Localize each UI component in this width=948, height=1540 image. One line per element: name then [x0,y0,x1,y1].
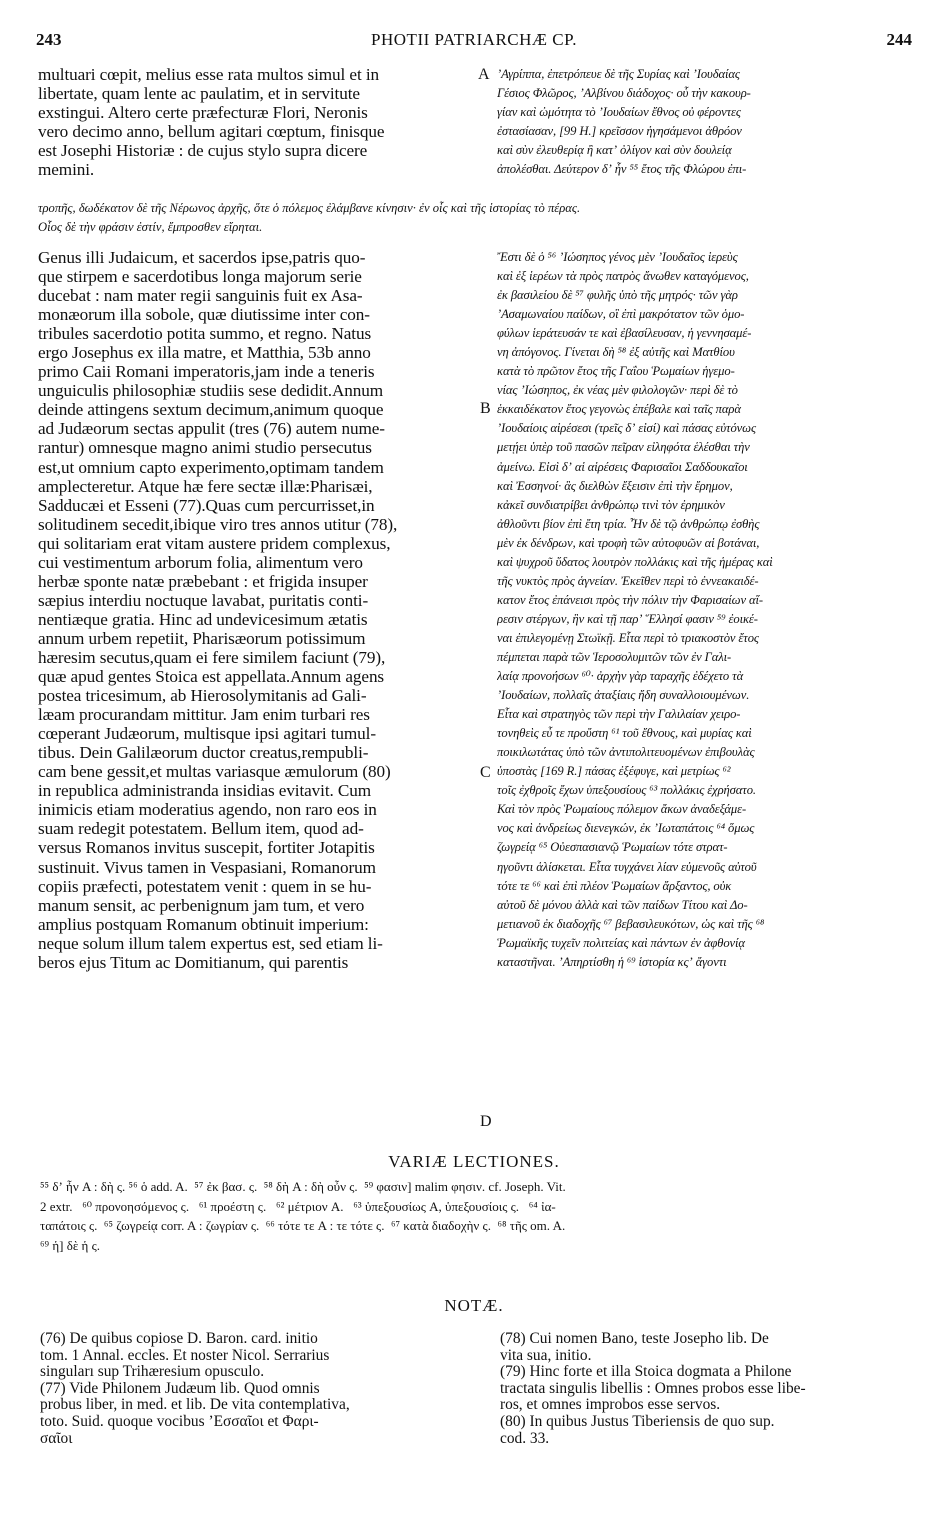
margin-letter-b: B [480,400,491,417]
running-header [36,30,912,54]
left-page-number: 243 [36,30,62,49]
margin-letter-c: C [480,764,491,781]
variae-lectiones-title: VARIÆ LECTIONES. [388,1152,560,1171]
notes-right-column: (78) Cui nomen Bano, teste Josepho lib. De vita sua, initio. (79) Hinc forte et illa Stoica dogmata a Philone tractata singulis libellis : Omnes probos esse libe- ros, et omnes improbos esse servos. (80) In quibus Justus Tiberiensis de quo sup. cod. 33. [500,1330,806,1447]
variae-lectiones-text: ⁵⁵ δʼ ἦν A : δὴ ς. ⁵⁶ ὁ add. A. ⁵⁷ ἐκ βασ. ς. ⁵⁸ δὴ A : δὴ οὖν ς. ⁵⁹ φασιν] malim φησιν. cf. Joseph. Vit. 2 extr. ⁶⁰ προνοησόμενος ς. ⁶¹ προέστη ς. ⁶² μέτριον A. ⁶³ ὑπεξουσίως A, ὑπεξουσίοις ς. ⁶⁴ ἰα- ταπάτοις ς. ⁶⁵ ζωγρείᾳ corr. A : ζωγρίαν ς. ⁶⁶ τότε τε A : τε τότε ς. ⁶⁷ κατὰ διαδοχὴν ς. ⁶⁸ τῆς om. A. ⁶⁹ ἡ] δὲ ἡ ς. [40,1179,566,1253]
latin-column-body: Genus illi Judaicum, et sacerdos ipse,patris quo- que stirpem e sacerdotibus longa majorum serie ducebat : nam mater regii sanguinis fuit ex Asa- monæorum illa sobole, quæ diutissime inter con- tribules sacerdotio potita summo, et regno. Natus ergo Josephus ex illa matre, et Matthia, 53b anno primo Caii Romani imperatoris,jam inde a teneris unguiculis philosophiæ studiis sese dedidit.Annum deinde attingens sextum decimum,animum quoque ad Judæorum sectas appulit (tres (76) autem nume- rantur) omnesque magno animi studio persecutus est,ut omnium capto experimento,optimam tandem amplecteretur. Atque hæ fere sectæ illæ:Pharisæi, Sadducæi et Esseni (77).Quas cum percurrisset,in solitudinem secedit,ibique viro tres annos utitur (78), qui solitariam erat vitam austere pridem complexus, cui vestimentum arborum folia, alimentum vero herbæ sponte natæ præbebant : et frigida insuper sæpius interdiu noctuque lavabat, puritatis conti- nentiæque gratia. Hinc ad undevicesimum ætatis annum urbem repetiit, Pharisæorum potissimum hæresim secutus,quam ei fere similem faciunt (79), quæ apud gentes Stoica est appellata.Annum agens postea tricesimum, ab Hierosolymitanis ad Gali- læam procurandam mittitur. Jam enim turbari res cœperant Judæorum, multisque ipsi agitari tumul- tibus. Dein Galilæorum ductor creatus,rempubli- cam bene gessit,et multas variasque æmulorum (80) in republica administranda insidias evitavit. Cum inimicis etiam moderatius agendo, non raro eos in suam redegit potestatem. Bellum item, quod ad- versus Romanos invitus suscepit, fortiter Jotapitis sustinuit. Vivus tamen in Vespasiani, Romanorum copiis præfecti, potestatem venit : quem in se hu- manum sensit, ac perbenignum jam tum, et vero amplius postquam Romanum obtinuit imperium: neque solum illum talem expertus est, sed etiam li- beros ejus Titum ac Domitianum, qui parentis [38,248,398,972]
notae-title: NOTÆ. [444,1296,504,1315]
greek-column-top: ʼΑγρίππα, ἐπετρόπευε δὲ τῆς Συρίας καὶ ʼΙουδαίας Γέσιος Φλῶρος, ʼΑλβίνου διάδοχος· οὗ τὴν κακουρ- γίαν καὶ ὠμότητα τὸ ʼΙουδαίων ἔθνος οὐ φέροντες ἐστασίασαν, [99 H.] κρεῖσσον ἡγησάμενοι ἀθρόον καὶ σὺν ἐλευθερίᾳ ἢ κατʼ ὀλίγον καὶ σὺν δουλείᾳ ἀπολέσθαι. Δεύτερον δʼ ἦν ⁵⁵ ἔτος τῆς Φλώρου ἐπι- [497,67,751,177]
running-title: PHOTII PATRIARCHÆ CP. [371,30,577,49]
greek-column-body: Ἔστι δὲ ὁ ⁵⁶ ʼΙώσηπος γένος μὲν ʼΙουδαῖος ἱερεὺς καὶ ἐξ ἱερέων τὰ πρὸς πατρὸς ἄνωθεν καταγόμενος, ἐκ βασιλείου δὲ ⁵⁷ φυλῆς ὑπὸ τῆς μητρός· τῶν γὰρ ʼΑσαμωναίου παίδων, οἳ ἐπὶ μακρότατον τῶν ὁμο- φύλων ἱεράτευσάν τε καὶ ἐβασίλευσαν, ἡ γεννησαμέ- νη ἀπόγονος. Γίνεται δὴ ⁵⁸ ἐξ αὐτῆς καὶ Ματθίου κατὰ τὸ πρῶτον ἔτος τῆς Γαΐου Ῥωμαίων ἡγεμο- νίας ʼΙώσηπος, ἐκ νέας μὲν φιλολογῶν· περὶ δὲ τὸ ἑκκαιδέκατον ἔτος γεγονὼς ἐπέβαλε καὶ ταῖς παρὰ ʼΙουδαίοις αἱρέσεσι (τρεῖς δʼ εἰσί) καὶ πάσας εὐτόνως μετῄει ὑπὲρ τοῦ πασῶν πεῖραν εἰληφότα ἑλέσθαι τὴν ἀμείνω. Εἰσὶ δʼ αἱ αἱρέσεις Φαρισαῖοι Σαδδουκαῖοι καὶ Ἐσσηνοί· ἃς διελθὼν ἔξεισιν ἐπὶ τὴν ἔρημον, κἀκεῖ συνδιατρίβει ἀνθρώπῳ τινὶ τὸν ἐρημικὸν ἀθλοῦντι βίον ἐπὶ ἔτη τρία. Ἦν δὲ τῷ ἀνθρώπῳ ἐσθὴς μὲν ἐκ δένδρων, καὶ τροφὴ τῶν αὐτοφυῶν αἱ βοτάναι, καὶ ψυχροῦ ὕδατος λουτρὸν πολλάκις καὶ τῆς ἡμέρας καὶ τῆς νυκτὸς πρὸς ἁγνείαν. Ἐκεῖθεν περὶ τὸ ἐννεακαιδέ- κατον ἔτος ἐπάνεισι πρὸς τὴν πόλιν τὴν Φαρισαίων αἵ- ρεσιν στέργων, ἣν καὶ τῇ παρʼ Ἕλλησί φασιν ⁵⁹ ἐοικέ- ναι ἐπιλεγομένῃ Στωϊκῇ. Εἶτα περὶ τὸ τριακοστὸν ἔτος πέμπεται παρὰ τῶν Ἱεροσολυμιτῶν τῶν ἐν Γαλι- λαίᾳ προνοήσων ⁶⁰· ἀρχὴν γὰρ ταραχῆς ἐδέχετο τὰ ʼΙουδαίων, πολλαῖς ἀταξίαις ἤδη συναλλοιουμένων. Εἶτα καὶ στρατηγὸς τῶν περὶ τὴν Γαλιλαίαν χειρο- τονηθεὶς εὖ τε προὔστη ⁶¹ τοῦ ἔθνους, καὶ μυρίας καὶ ποικιλωτάτας ὑπὸ τῶν ἀντιπολιτευομένων ἐπιβουλὰς ὑποστὰς [169 R.] πάσας ἐξέφυγε, καὶ μετρίως ⁶² τοῖς ἐχθροῖς ἔχων ὑπεξουσίους ⁶³ πολλάκις ἐχρήσατο. Καὶ τὸν πρὸς Ῥωμαίους πόλεμον ἄκων ἀναδεξάμε- νος καὶ ἀνδρείως διενεγκών, ἐκ ʼΙωταπάτοις ⁶⁴ ὅμως ζωγρείᾳ ⁶⁵ Οὐεσπασιανῷ Ῥωμαίων τότε στρατ- ηγοῦντι ἁλίσκεται. Εἶτα τυγχάνει λίαν εὐμενοῦς αὐτοῦ τότε τε ⁶⁶ καὶ ἐπὶ πλέον Ῥωμαίων ἄρξαντος, οὐκ αὐτοῦ δὲ μόνου ἀλλὰ καὶ τῶν παίδων Τίτου καὶ Δο- μετιανοῦ ἐκ διαδοχῆς ⁶⁷ βεβασιλευκότων, ὡς καὶ τῆς ⁶⁸ Ῥωμαϊκῆς τυχεῖν πολιτείας καὶ πάντων ἐν ἀφθονίᾳ καταστῆναι. ʼΑπηρτίσθη ἡ ⁶⁹ ἱστορία κςʼ ἄγοντι [497,250,773,969]
greek-spanning-lines: τροπῆς, δωδέκατον δὲ τῆς Νέρωνος ἀρχῆς, ὅτε ὁ πόλεμος ἐλάμβανε κίνησιν· ἐν οἷς καὶ τῆς ἱστορίας τὸ πέρας. Οἷος δὲ τὴν φράσιν ἐστίν, ἔμπροσθεν εἴρηται. [38,201,581,235]
right-page-number: 244 [886,30,912,49]
margin-letter-a: A [478,66,490,83]
notes-left-column: (76) De quibus copiose D. Baron. card. initio tom. 1 Annal. eccles. Et noster Nicol. Serrarius singuları sup Trihæresium opusculo. (77) Vide Philonem Judæum lib. Quod omnis probus liber, in med. et lib. De vita contemplativa, toto. Suid. quoque vocibus ʼΕσσαῖοι et Φαρι- σαῖοι [40,1330,350,1447]
latin-column-top: multuari cœpit, melius esse rata multos simul et in libertate, quam lente ac paulatim, et in servitute exstingui. Altero certe præfecturæ Flori, Neronis vero decimo anno, bellum agitari cœptum, finisque est Josephi Historiæ : de cujus stylo supra dicere memini. [38,65,385,180]
margin-letter-d: D [480,1113,492,1130]
